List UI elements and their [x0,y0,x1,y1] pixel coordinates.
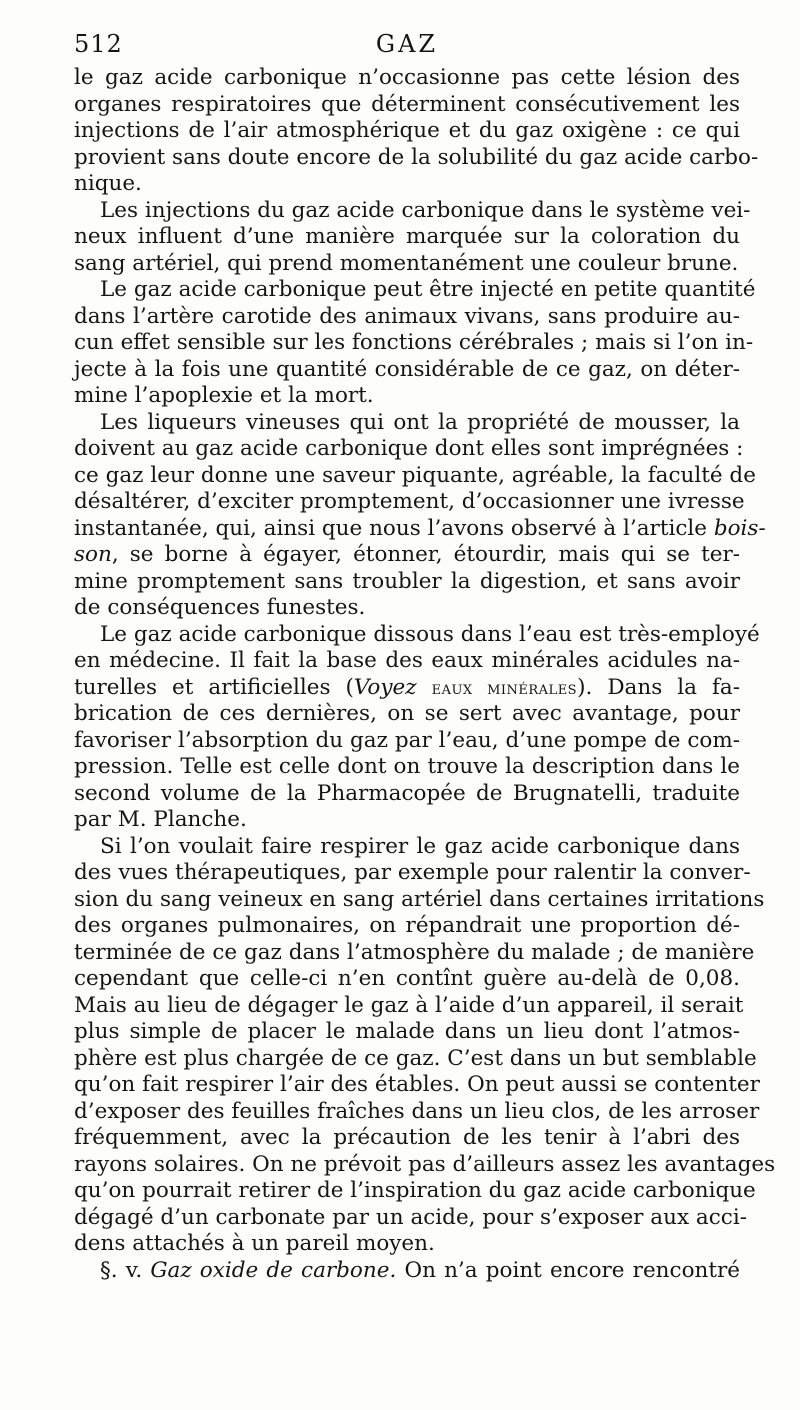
text-line [74,807,740,834]
line-text: instantanée, qui, ainsi que nous l’avons observé à l’article [74,515,714,541]
small-caps-text: eaux minérales [431,677,578,699]
text-line [74,171,740,198]
line-text: §. v. [100,1257,151,1283]
text-line [74,1019,740,1046]
line-text: dens attachés à un pareil moyen. [74,1231,435,1256]
line-text: rayons solaires. On ne prévoit pas d’ailleurs assez les avantages [74,1151,776,1177]
line-text: par M. Planche. [74,807,247,832]
text-line [74,144,759,172]
italic-text: bois- [713,515,766,541]
text-line [74,224,740,251]
text-line [74,1045,757,1073]
text-line [74,1151,776,1179]
text-line [74,621,760,649]
line-text: Le gaz acide carbonique dissous dans l’eau est très-employé [100,621,760,647]
text-line [74,913,740,940]
text-line [74,1125,740,1152]
line-text: On n’a point encore rencontré [396,1257,740,1283]
line-text: terminée de ce gaz dans l’atmosphère du malade ; de manière [74,939,755,965]
text-line [74,966,740,993]
line-text: Les injections du gaz acide carbonique dans le système vei- [100,197,751,223]
body-text [74,65,776,1284]
line-text: doivent au gaz acide carbonique dont elles sont imprégnées : [74,436,744,461]
italic-text: son [74,542,112,567]
text-line [74,1231,740,1258]
text-line [74,515,766,543]
page-header [74,30,740,64]
text-line [74,65,740,92]
line-text: favoriser l’absorption du gaz par l’eau, d’une pompe de com- [74,727,740,753]
line-text: de conséquences funestes. [74,595,366,620]
line-text: des vues thérapeutiques, par exemple pour ralentir la conver- [74,860,751,885]
line-text: cependant que celle-ci n’en contînt guère au-delà de 0,08. [74,966,740,991]
line-text: pression. Telle est celle dont on trouve la description dans le [74,754,740,779]
text-line [74,489,745,516]
text-line [74,1204,747,1232]
line-text: Les liqueurs vineuses qui ont la propriété de mousser, la [100,409,740,435]
line-text: second volume de la Pharmacopée de Brugnatelli, traduite [74,780,740,806]
line-text: le gaz acide carbonique n’occasionne pas cette lésion des [74,65,740,90]
text-line [74,834,740,861]
text-line [74,410,740,437]
text-line [74,569,740,596]
line-text: ce gaz leur donne une saveur piquante, agréable, la faculté de [74,462,756,488]
line-text: fréquemment, avec la précaution de les tenir à l’abri des [74,1125,740,1150]
text-line [74,542,740,569]
line-text: Mais au lieu de dégager le gaz à l’aide d’un appareil, il serait [74,992,744,1018]
line-text: dans l’artère carotide des animaux vivans, sans produire au- [74,303,740,329]
text-line [74,197,751,225]
line-text: dégagé d’un carbonate par un acide, pour s’exposer aux acci- [74,1204,747,1230]
line-text: plus simple de placer le malade dans un lieu dont l’atmos- [74,1019,740,1044]
line-text: phère est plus chargée de ce gaz. C’est dans un but semblable [74,1045,757,1071]
line-text: nique. [74,171,142,196]
text-line [74,701,740,728]
line-text: sion du sang veineux en sang artériel dans certaines irritations [74,886,765,912]
line-text: cun effet sensible sur les fonctions cérébrales ; mais si l’on in- [74,330,754,355]
line-text: injections de l’air atmosphérique et du gaz oxigène : ce qui [74,118,740,143]
text-line [74,92,740,119]
line-text: mine promptement sans troubler la digestion, et sans avoir [74,568,740,594]
text-line [74,648,740,675]
text-line [74,754,740,781]
text-line [74,860,751,887]
line-text: Le gaz acide carbonique peut être injecté en petite quantité [100,277,756,302]
line-text: désaltérer, d’exciter promptement, d’occasionner une ivresse [74,489,745,514]
text-line [74,595,740,622]
line-text: provient sans doute encore de la solubilité du gaz acide carbo- [74,144,759,170]
line-text: qu’on pourrait retirer de l’inspiration du gaz acide carbonique [74,1178,756,1203]
line-text: des organes pulmonaires, on répandrait une proportion dé- [74,913,740,938]
text-line [74,992,744,1020]
line-text: mine l’apoplexie et la mort. [74,383,374,408]
text-line [74,728,740,755]
line-text: , se borne à égayer, étonner, étourdir, mais qui se ter- [111,542,740,567]
line-text: sang artériel, qui prend momentanément une couleur brune. [74,250,739,276]
text-line [74,277,756,304]
text-line [74,1258,740,1285]
line-text: turelles et artificielles ( [74,674,354,700]
line-text: d’exposer des feuilles fraîches dans un lieu clos, de les arroser [74,1098,760,1124]
text-line [74,462,756,490]
text-line [74,118,740,145]
line-text: Si l’on voulait faire respirer le gaz acide carbonique dans [100,833,740,859]
line-text: organes respiratoires que déterminent consécutivement les [74,91,740,117]
line-text: qu’on fait respirer l’air des étables. On peut aussi se contenter [74,1072,760,1097]
line-text [417,675,432,700]
running-head: GAZ [375,30,439,58]
text-line [74,939,755,967]
text-line [74,675,740,702]
italic-text: Voyez [353,674,417,700]
text-line [74,886,765,914]
page-number: 512 [74,30,123,58]
text-line [74,357,740,384]
text-line [74,330,754,357]
line-text: neux influent d’une manière marquée sur la coloration du [74,224,740,249]
text-line [74,383,740,410]
text-line [74,251,740,278]
text-line [74,781,740,808]
italic-text: Gaz oxide de carbone. [150,1257,397,1283]
line-text: en médecine. Il fait la base des eaux minérales acidules na- [74,648,740,673]
line-text: jecte à la fois une quantité considérable de ce gaz, on déter- [74,356,740,382]
line-text: brication de ces dernières, on se sert avec avantage, pour [74,701,740,726]
text-line [74,304,740,331]
text-line [74,1072,760,1099]
text-line [74,1098,760,1126]
text-line [74,436,744,463]
text-line [74,1178,756,1205]
line-text: ). Dans la fa- [577,674,740,700]
